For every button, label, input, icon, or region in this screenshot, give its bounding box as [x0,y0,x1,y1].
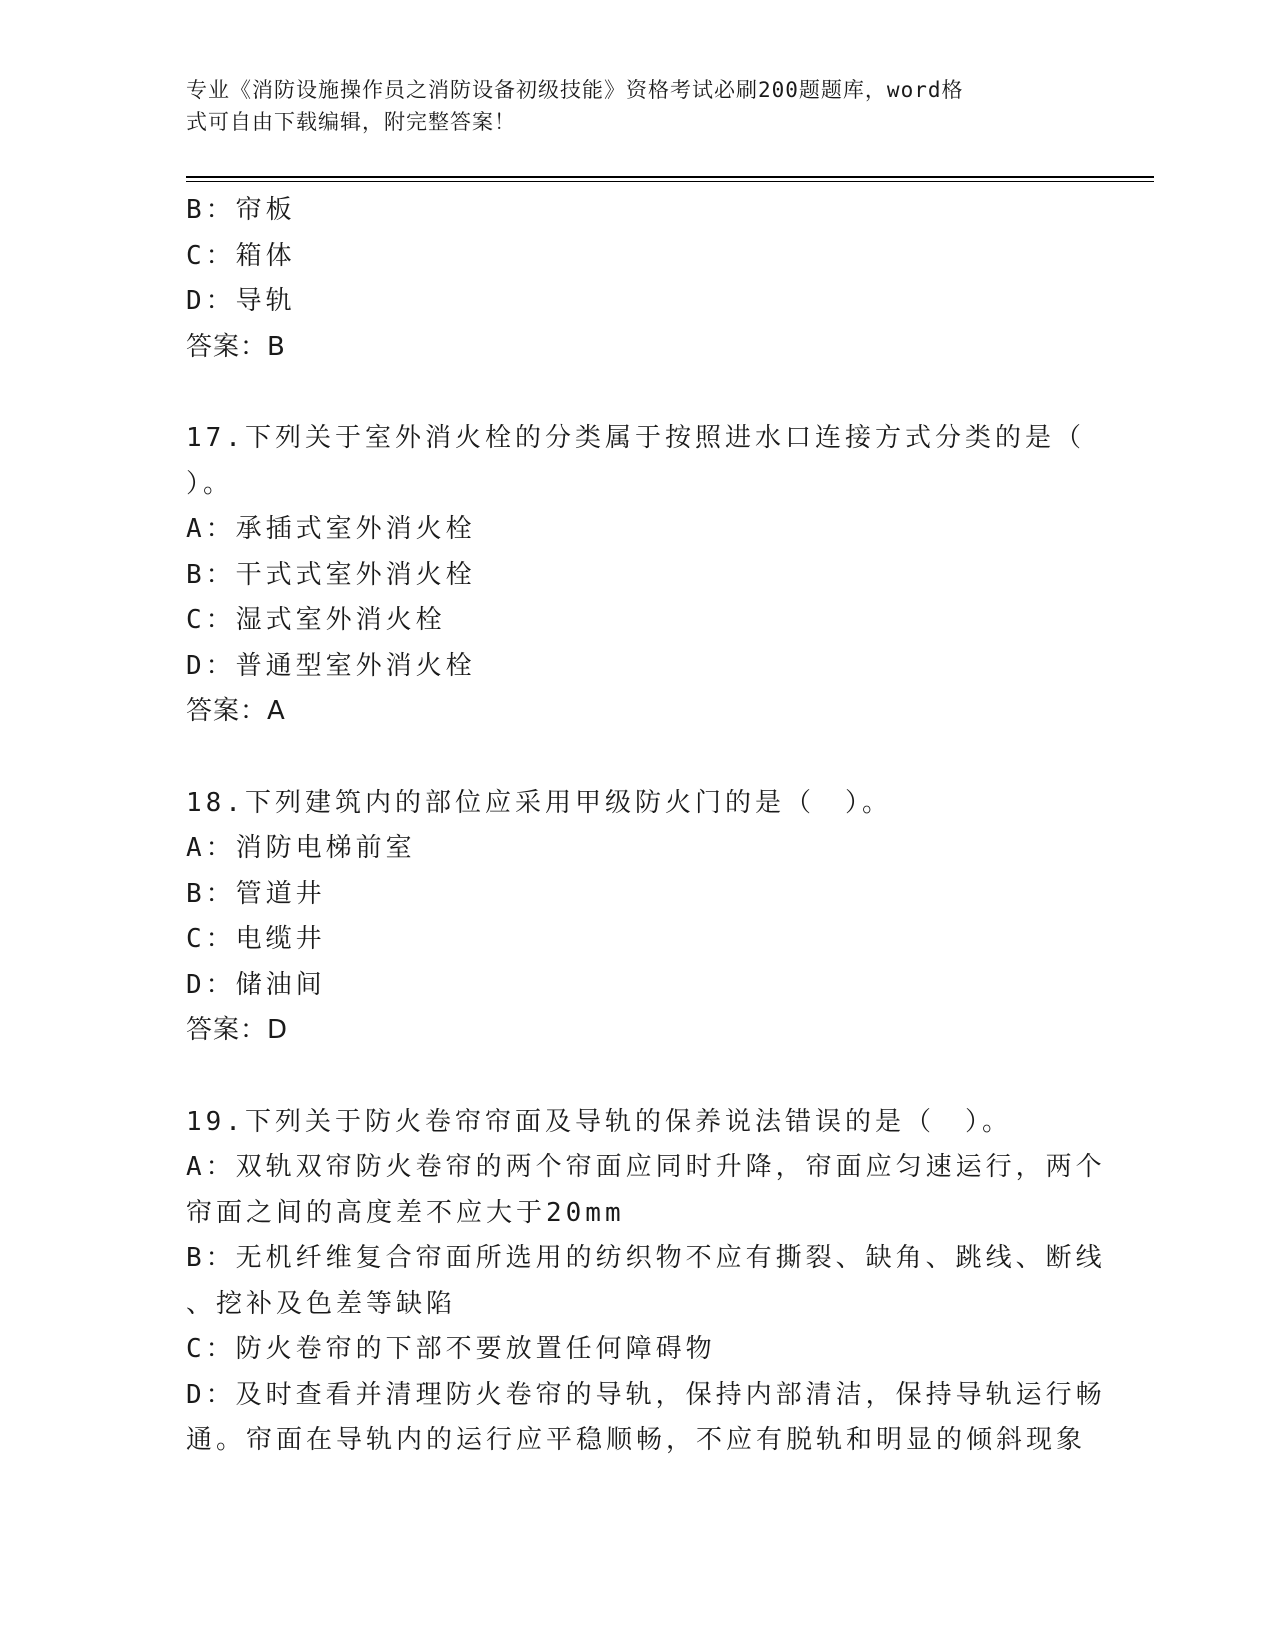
spacer [186,1054,1086,1100]
option-d: D：导轨 [186,286,296,316]
question-16-tail [186,188,1086,370]
document-header [186,74,1066,138]
option-c: C：防火卷帘的下部不要放置任何障碍物 [186,1334,716,1364]
answer: 答案：A [186,696,286,726]
answer: 答案：D [186,1015,289,1045]
option-d-continued: 通。帘面在导轨内的运行应平稳顺畅，不应有脱轨和明显的倾斜现象 [186,1425,1087,1455]
option-c: C：电缆井 [186,924,326,954]
question-content [186,188,1106,1464]
option-a: A：双轨双帘防火卷帘的两个帘面应同时升降，帘面应匀速运行，两个 [186,1152,1106,1182]
header-divider-thin [186,181,1154,182]
question-stem: 18.下列建筑内的部位应采用甲级防火门的是（ ）。 [186,787,892,818]
option-a: A：消防电梯前室 [186,833,416,863]
question-stem: 19.下列关于防火卷帘帘面及导轨的保养说法错误的是（ ）。 [186,1106,1012,1137]
option-d: D：及时查看并清理防火卷帘的导轨，保持内部清洁，保持导轨运行畅 [186,1379,1106,1410]
option-b: B：干式式室外消火栓 [186,559,476,590]
question-17 [186,416,1086,735]
header-divider-thick [186,176,1154,178]
option-d: D：储油间 [186,969,326,1000]
option-a: A：承插式室外消火栓 [186,514,476,544]
option-b: B：管道井 [186,878,326,909]
option-b: B：无机纤维复合帘面所选用的纺织物不应有撕裂、缺角、跳线、断线 [186,1243,1106,1273]
answer: 答案：B [186,331,286,362]
option-a-continued: 帘面之间的高度差不应大于20mm [186,1197,625,1228]
spacer [186,370,1086,416]
question-19 [186,1100,1106,1464]
header-line-2: 式可自由下载编辑，附完整答案！ [186,110,516,134]
question-stem: 17.下列关于室外消火栓的分类属于按照进水口连接方式分类的是（ [186,423,1085,453]
option-b: B：帘板 [186,195,296,225]
option-c: C：湿式室外消火栓 [186,605,446,635]
option-d: D：普通型室外消火栓 [186,650,476,681]
spacer [186,735,1086,781]
question-stem-continued: ）。 [186,468,234,499]
question-18 [186,781,1086,1054]
header-line-1: 专业《消防设施操作员之消防设备初级技能》资格考试必刷200题题库，word格 [186,78,964,102]
option-b-continued: 、挖补及色差等缺陷 [186,1288,457,1319]
option-c: C：箱体 [186,240,296,271]
